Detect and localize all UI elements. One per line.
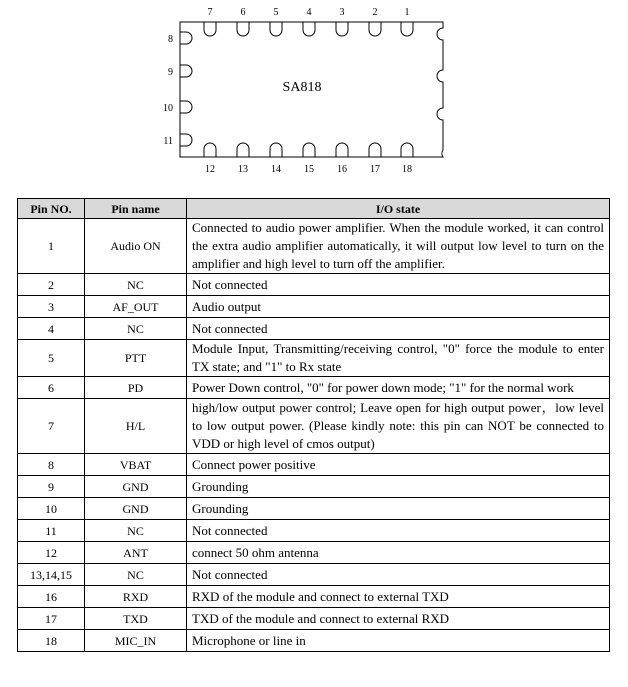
io-state-cell: high/low output power control; Leave open for high output power，low level to low output power. (Please kindly note: this pin can NOT be connected to VDD or high level of cmos output)	[187, 399, 610, 454]
left-pin-label: 8	[168, 34, 173, 45]
pin-name-cell: PD	[85, 377, 187, 399]
left-pin-label: 9	[168, 67, 173, 78]
pinout-diagram	[0, 0, 628, 190]
table-row	[18, 399, 610, 454]
pin-name-cell: VBAT	[85, 454, 187, 476]
pin-number-cell: 18	[18, 630, 85, 652]
io-state-cell: Not connected	[187, 520, 610, 542]
io-state-cell: RXD of the module and connect to external TXD	[187, 586, 610, 608]
bottom-pin-label: 14	[271, 164, 281, 175]
header-pin-no: Pin NO.	[18, 199, 85, 219]
io-state-cell: Grounding	[187, 476, 610, 498]
pin-number-cell: 2	[18, 274, 85, 296]
pin-name-cell: AF_OUT	[85, 296, 187, 318]
pin-number-cell: 13,14,15	[18, 564, 85, 586]
io-state-cell: Power Down control, "0" for power down mode; "1" for the normal work	[187, 377, 610, 399]
pin-number-cell: 7	[18, 399, 85, 454]
left-pin-label: 10	[163, 103, 173, 114]
table-row	[18, 542, 610, 564]
pin-name-cell: GND	[85, 476, 187, 498]
pin-number-cell: 6	[18, 377, 85, 399]
bottom-pin-label: 17	[370, 164, 380, 175]
top-pin-pad	[303, 22, 315, 36]
io-state-cell: Audio output	[187, 296, 610, 318]
top-pin-pad	[270, 22, 282, 36]
top-pin-pad	[369, 22, 381, 36]
pin-number-cell: 11	[18, 520, 85, 542]
pin-number-cell: 1	[18, 219, 85, 274]
bottom-pin-pad	[336, 143, 348, 157]
left-pin-pad	[180, 134, 192, 146]
table-row	[18, 377, 610, 399]
bottom-pin-pad	[204, 143, 216, 157]
io-state-cell: Connected to audio power amplifier. When the module worked, it can control the extra audio amplifier automatically, it will output low level to turn on the amplifier and high level to turn off the amplifier.	[187, 219, 610, 274]
io-state-cell: connect 50 ohm antenna	[187, 542, 610, 564]
top-pin-label: 1	[404, 7, 410, 18]
io-state-cell: Module Input, Transmitting/receiving control, "0" force the module to enter TX state; and "1" to Rx state	[187, 340, 610, 377]
io-state-cell: Not connected	[187, 318, 610, 340]
pin-number-cell: 16	[18, 586, 85, 608]
pin-number-cell: 4	[18, 318, 85, 340]
bottom-pin-pad	[270, 143, 282, 157]
pin-name-cell: NC	[85, 564, 187, 586]
table-row	[18, 219, 610, 274]
pin-table	[17, 198, 610, 652]
pin-number-cell: 3	[18, 296, 85, 318]
table-row	[18, 318, 610, 340]
table-body	[18, 219, 610, 652]
left-pin-pad	[180, 65, 192, 77]
io-state-cell: Not connected	[187, 274, 610, 296]
table-row	[18, 340, 610, 377]
pin-name-cell: NC	[85, 274, 187, 296]
bottom-pin-pad	[237, 143, 249, 157]
io-state-cell: Connect power positive	[187, 454, 610, 476]
pin-number-cell: 9	[18, 476, 85, 498]
table-row	[18, 274, 610, 296]
io-state-cell: Microphone or line in	[187, 630, 610, 652]
table-row	[18, 498, 610, 520]
pin-number-cell: 12	[18, 542, 85, 564]
pin-name-cell: TXD	[85, 608, 187, 630]
table-row	[18, 296, 610, 318]
pin-name-cell: NC	[85, 318, 187, 340]
pin-name-cell: NC	[85, 520, 187, 542]
table-header-row	[18, 199, 610, 219]
table-row	[18, 476, 610, 498]
header-pin-name: Pin name	[85, 199, 187, 219]
bottom-pin-label: 12	[205, 164, 215, 175]
left-pin-pad	[180, 101, 192, 113]
bottom-pin-label: 15	[304, 164, 314, 175]
bottom-pin-pad	[401, 143, 413, 157]
bottom-pin-label: 13	[238, 164, 248, 175]
pin-name-cell: RXD	[85, 586, 187, 608]
bottom-pin-pad	[303, 143, 315, 157]
pin-number-cell: 10	[18, 498, 85, 520]
bottom-pin-label: 18	[402, 164, 412, 175]
pin-number-cell: 17	[18, 608, 85, 630]
table-row	[18, 520, 610, 542]
top-pin-pad	[204, 22, 216, 36]
header-io-state: I/O state	[187, 199, 610, 219]
table-row	[18, 630, 610, 652]
pin-name-cell: PTT	[85, 340, 187, 377]
left-pin-label: 11	[163, 136, 173, 147]
table-row	[18, 454, 610, 476]
pin-number-cell: 5	[18, 340, 85, 377]
top-pin-label: 4	[306, 7, 312, 18]
table-row	[18, 586, 610, 608]
table-row	[18, 608, 610, 630]
io-state-cell: Not connected	[187, 564, 610, 586]
io-state-cell: TXD of the module and connect to external RXD	[187, 608, 610, 630]
top-pin-pad	[237, 22, 249, 36]
left-pin-pad	[180, 32, 192, 44]
top-pin-label: 7	[207, 7, 213, 18]
bottom-pin-label: 16	[337, 164, 347, 175]
pin-name-cell: ANT	[85, 542, 187, 564]
table-row	[18, 564, 610, 586]
pin-number-cell: 8	[18, 454, 85, 476]
pin-name-cell: H/L	[85, 399, 187, 454]
pin-name-cell: GND	[85, 498, 187, 520]
top-pin-pad	[336, 22, 348, 36]
io-state-cell: Grounding	[187, 498, 610, 520]
top-pin-label: 6	[240, 7, 246, 18]
pin-name-cell: Audio ON	[85, 219, 187, 274]
bottom-pin-pad	[369, 143, 381, 157]
top-pin-label: 5	[273, 7, 279, 18]
top-pin-label: 3	[339, 7, 345, 18]
top-pin-pad	[401, 22, 413, 36]
top-pin-label: 2	[372, 7, 378, 18]
pin-name-cell: MIC_IN	[85, 630, 187, 652]
module-label: SA818	[282, 80, 322, 95]
